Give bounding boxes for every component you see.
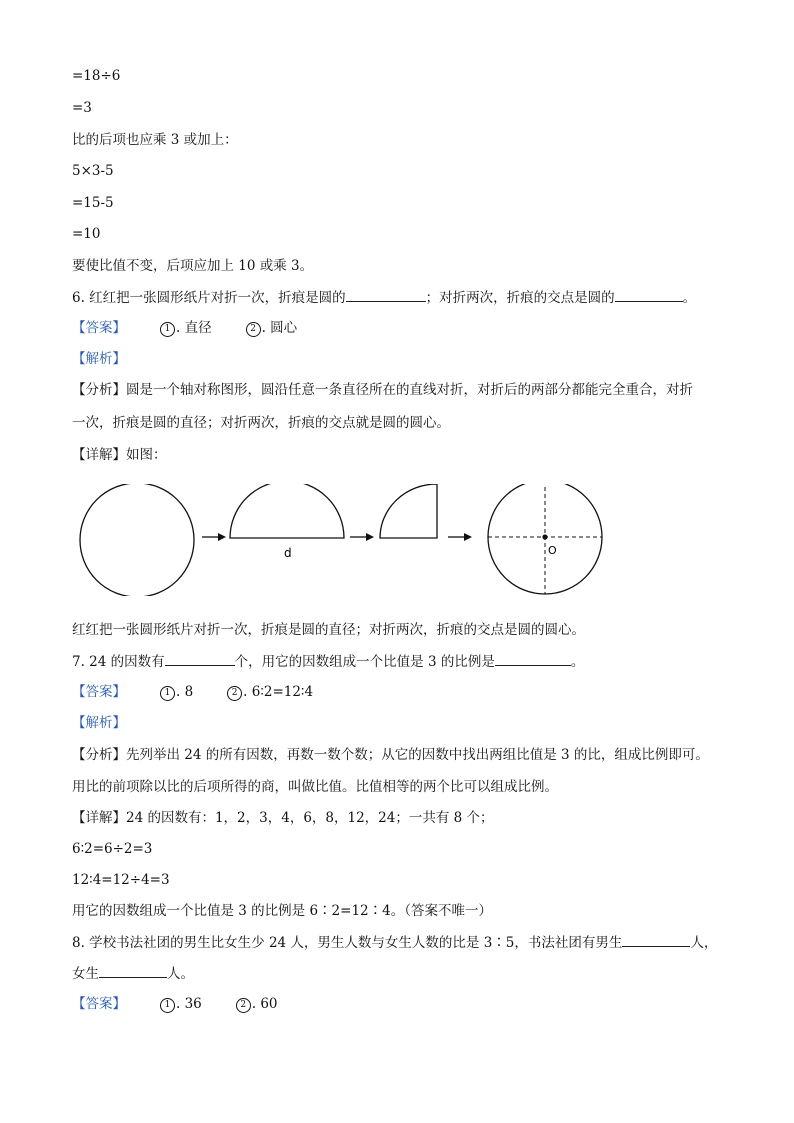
- xiangjie-text: 24 的因数有：1，2，3，4，6，8，12，24；一共有 8 个；: [126, 810, 494, 826]
- conclusion-line: 用它的因数组成一个比值是 3 的比例是 6∶2=12∶4。（答案不唯一）: [72, 903, 492, 919]
- diameter-label: d: [284, 546, 292, 560]
- quarter-circle: [380, 484, 437, 538]
- question-8-line-2: [72, 963, 194, 984]
- folding-diagram: [74, 484, 614, 596]
- fenxi-tag: 【分析】: [72, 747, 126, 763]
- question-7-suffix: 。: [570, 654, 585, 670]
- question-7: [72, 651, 584, 672]
- analysis-tag-row: [72, 713, 126, 733]
- xiangjie-tag: 【详解】: [72, 810, 126, 826]
- circled-number: 1: [160, 998, 175, 1013]
- answer-row: [72, 682, 313, 702]
- answer-1: . 8: [176, 684, 194, 700]
- arrow-icon: [350, 533, 374, 541]
- arrow-icon: [202, 533, 226, 541]
- fenxi-line: [72, 745, 709, 765]
- circled-number: 1: [160, 686, 175, 701]
- answer-row: [72, 318, 297, 338]
- answer-tag: 【答案】: [72, 684, 126, 700]
- center-label: O: [548, 544, 557, 557]
- semicircle: [230, 484, 344, 538]
- text-line: 比的后项也应乘 3 或加上：: [72, 132, 238, 148]
- answer-2: . 圆心: [261, 320, 298, 336]
- full-circle: [80, 484, 194, 596]
- answer-1: . 直径: [176, 320, 212, 336]
- calc-line: =15-5: [72, 195, 114, 211]
- calc-line: =3: [72, 100, 92, 116]
- arrow-icon: [448, 533, 472, 541]
- answer-1: . 36: [176, 996, 202, 1012]
- calc-line: 6∶2=6÷2=3: [72, 841, 153, 857]
- calc-line: =18÷6: [72, 68, 121, 84]
- question-8: [72, 932, 717, 953]
- question-8-line2-prefix: 女生: [72, 966, 99, 982]
- answer-blank: [99, 963, 167, 978]
- xiangjie-line: [72, 808, 494, 828]
- fenxi-line-2: 用比的前项除以比的后项所得的商，叫做比值。比值相等的两个比可以组成比例。: [72, 779, 558, 795]
- answer-2: . 6∶2=12∶4: [243, 684, 314, 700]
- xiangjie-text: 如图：: [126, 447, 167, 463]
- circled-number: 2: [227, 686, 242, 701]
- center-point: [542, 534, 547, 539]
- question-6: [72, 287, 696, 308]
- calc-line: 5×3-5: [72, 163, 114, 179]
- calc-line: =10: [72, 226, 101, 242]
- question-6-prefix: 6. 红红把一张圆形纸片对折一次，折痕是圆的: [72, 290, 346, 306]
- question-6-mid: ；对折两次，折痕的交点是圆的: [425, 290, 615, 306]
- analysis-tag: 【解析】: [72, 715, 126, 731]
- answer-tag: 【答案】: [72, 996, 126, 1012]
- answer-tag: 【答案】: [72, 320, 126, 336]
- answer-2: . 60: [251, 996, 278, 1012]
- fenxi-line-2: 一次，折痕是圆的直径；对折两次，折痕的交点就是圆的圆心。: [72, 415, 450, 431]
- question-8-suffix-1: 人，: [690, 935, 718, 951]
- analysis-tag: 【解析】: [72, 351, 126, 367]
- fenxi-text: 圆是一个轴对称图形，圆沿任意一条直径所在的直线对折，对折后的两部分都能完全重合，对折: [126, 382, 693, 398]
- circled-number: 1: [160, 322, 175, 337]
- answer-row: [72, 994, 278, 1014]
- answer-blank: [615, 287, 683, 302]
- fenxi-text: 先列举出 24 的所有因数，再数一数个数；从它的因数中找出两组比值是 3 的比，组成比例即可。: [126, 747, 709, 763]
- circled-number: 2: [246, 322, 261, 337]
- answer-blank: [165, 651, 235, 666]
- answer-blank: [346, 287, 426, 302]
- text-line: 要使比值不变，后项应加上 10 或乘 3。: [72, 258, 314, 274]
- xiangjie-tag: 【详解】: [72, 447, 126, 463]
- answer-blank: [495, 651, 571, 666]
- circled-number: 2: [236, 998, 251, 1013]
- question-8-suffix-2: 人。: [167, 966, 194, 982]
- conclusion-line: 红红把一张圆形纸片对折一次，折痕是圆的直径；对折两次，折痕的交点是圆的圆心。: [72, 622, 585, 638]
- answer-blank: [622, 932, 690, 947]
- calc-line: 12∶4=12÷4=3: [72, 872, 170, 888]
- question-6-suffix: 。: [682, 290, 697, 306]
- fenxi-line: [72, 380, 693, 400]
- xiangjie-line: [72, 445, 167, 465]
- question-8-prefix: 8. 学校书法社团的男生比女生少 24 人，男生人数与女生人数的比是 3∶5，书法社团有男生: [72, 935, 623, 951]
- fenxi-tag: 【分析】: [72, 382, 126, 398]
- analysis-tag-row: [72, 349, 126, 369]
- question-7-mid: 个，用它的因数组成一个比值是 3 的比例是: [234, 654, 495, 670]
- question-7-prefix: 7. 24 的因数有: [72, 654, 165, 670]
